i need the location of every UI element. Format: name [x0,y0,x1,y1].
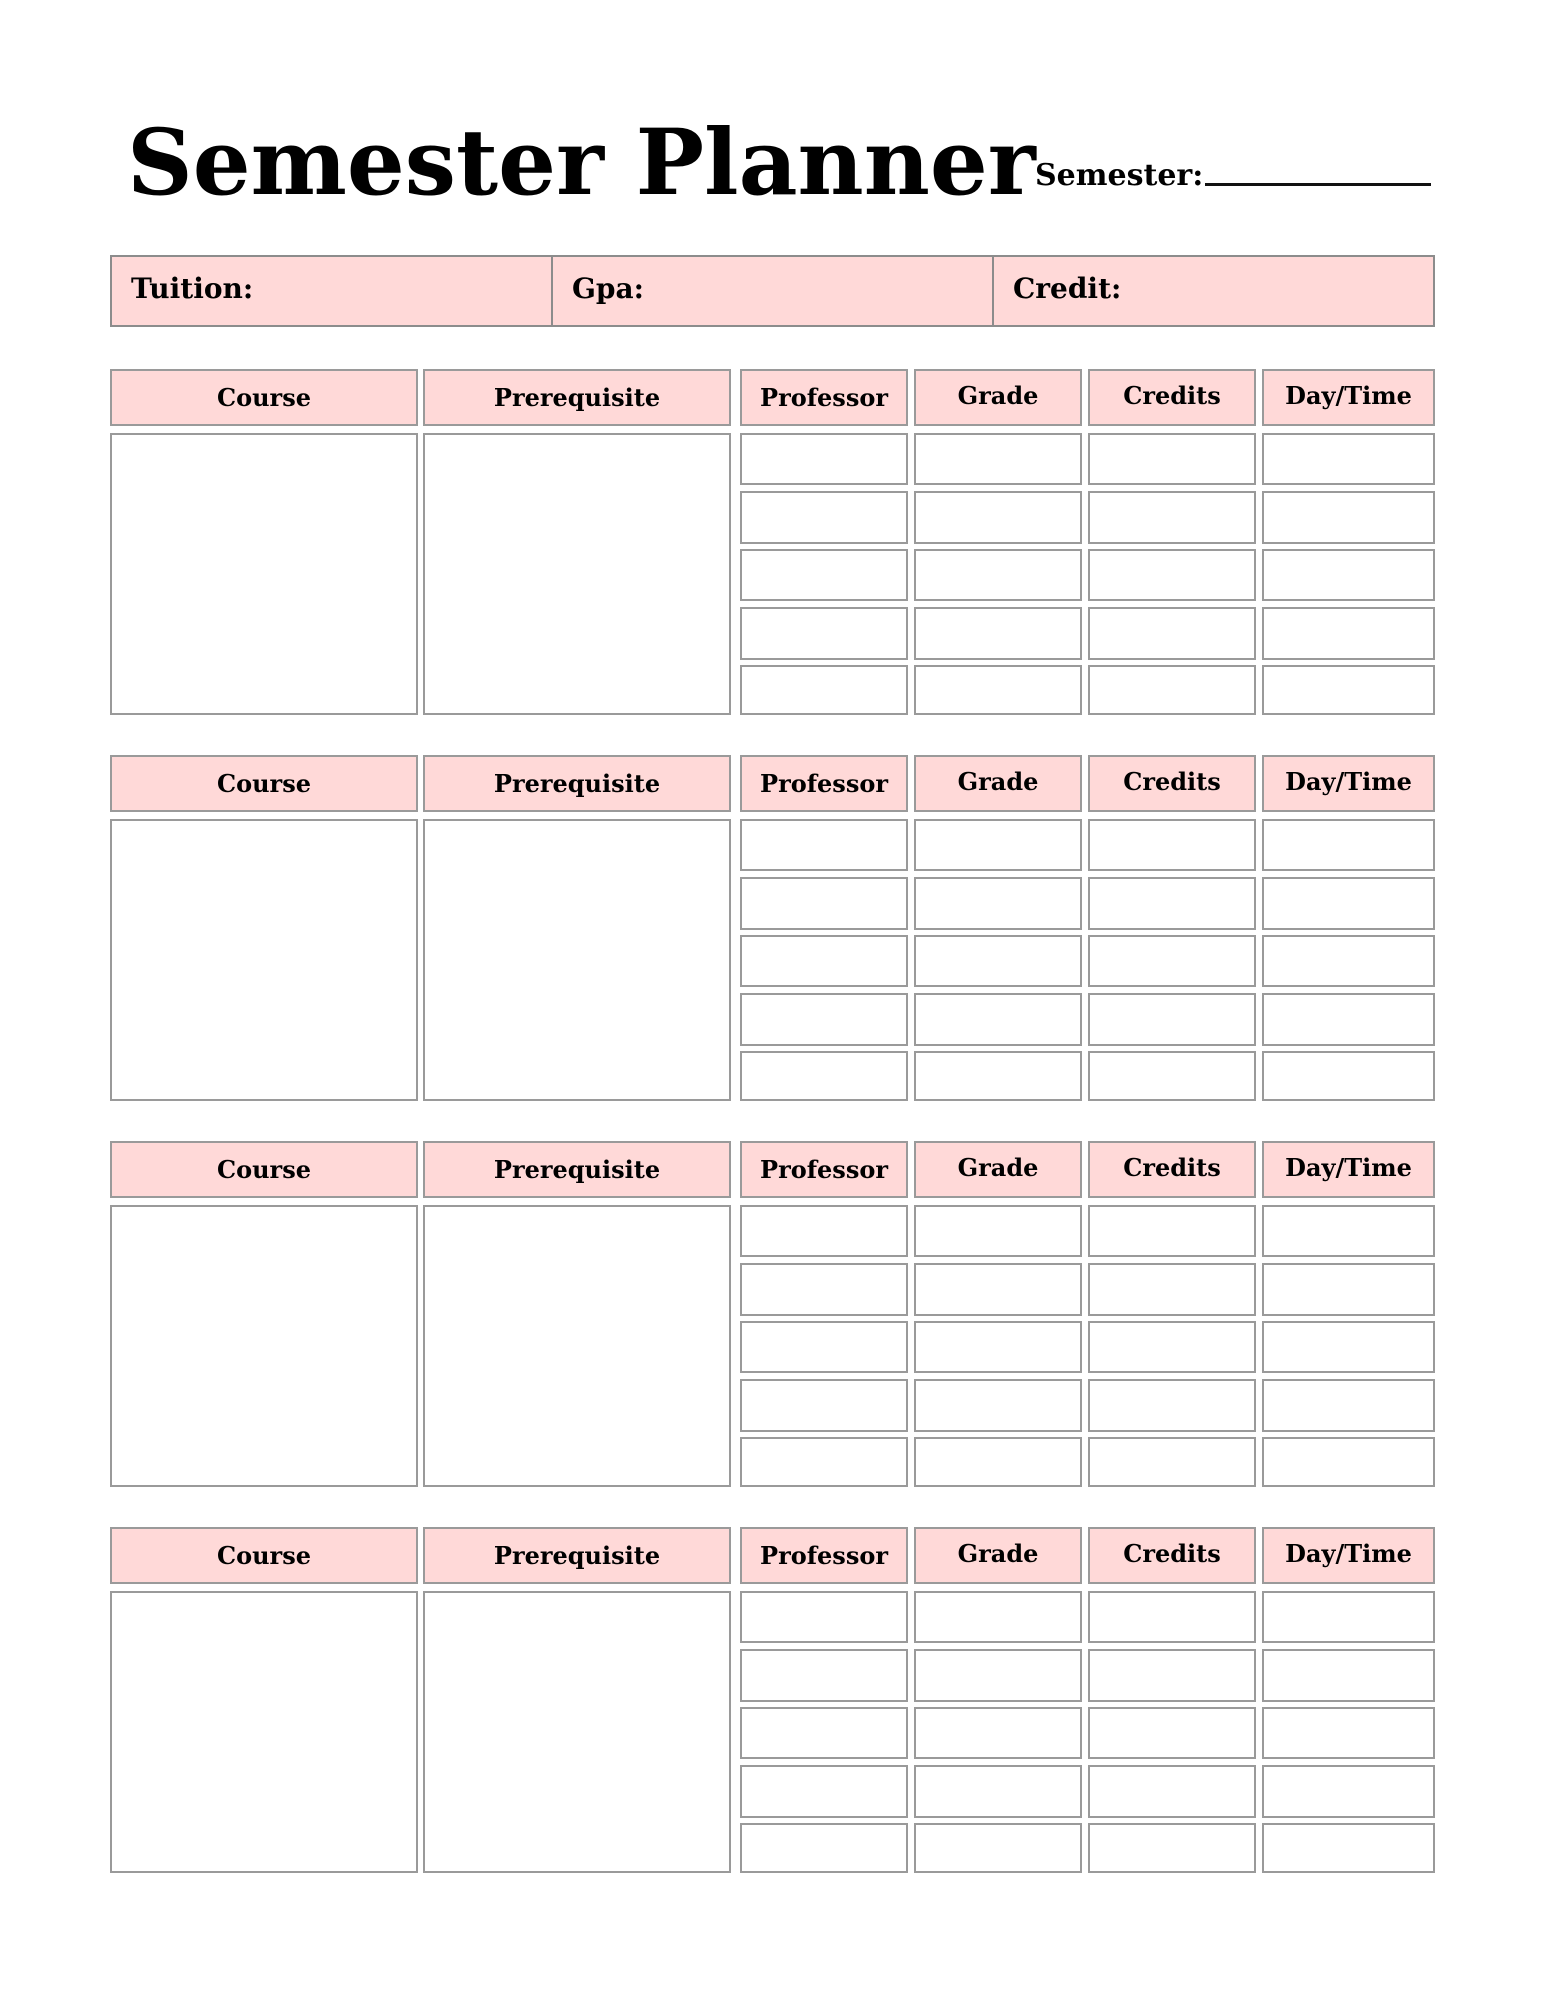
column-header-course: Course [110,1527,418,1584]
column-header-professor: Professor [740,755,908,812]
credits-cell[interactable] [1088,549,1256,601]
day-time-cell[interactable] [1262,1321,1435,1373]
column-header-course: Course [110,755,418,812]
column-header-grade: Grade [914,369,1082,426]
grade-cell[interactable] [914,1437,1082,1487]
prerequisite-cell[interactable] [423,433,731,715]
credits-cell[interactable] [1088,433,1256,485]
day-time-cell[interactable] [1262,1823,1435,1873]
day-time-cell[interactable] [1262,491,1435,544]
grade-cell[interactable] [914,1649,1082,1702]
credits-cell[interactable] [1088,877,1256,930]
semester-field [1035,158,1431,193]
professor-cell[interactable] [740,1379,908,1432]
day-time-cell[interactable] [1262,433,1435,485]
grade-cell[interactable] [914,1321,1082,1373]
day-time-cell[interactable] [1262,1707,1435,1759]
column-header-day-time: Day/Time [1262,755,1435,812]
semester-label: Semester: [1035,158,1204,193]
prerequisite-cell[interactable] [423,1591,731,1873]
credits-cell[interactable] [1088,819,1256,871]
tuition-field[interactable] [112,257,553,325]
credits-cell[interactable] [1088,491,1256,544]
day-time-cell[interactable] [1262,1765,1435,1818]
prerequisite-cell[interactable] [423,819,731,1101]
day-time-cell[interactable] [1262,549,1435,601]
day-time-cell[interactable] [1262,1263,1435,1316]
column-header-professor: Professor [740,1527,908,1584]
gpa-label: Gpa: [572,271,644,305]
grade-cell[interactable] [914,491,1082,544]
professor-cell[interactable] [740,1437,908,1487]
course-cell[interactable] [110,433,418,715]
day-time-cell[interactable] [1262,1051,1435,1101]
column-header-prerequisite: Prerequisite [423,1141,731,1198]
professor-cell[interactable] [740,819,908,871]
column-header-prerequisite: Prerequisite [423,1527,731,1584]
professor-cell[interactable] [740,1205,908,1257]
day-time-cell[interactable] [1262,1379,1435,1432]
credits-cell[interactable] [1088,607,1256,660]
credits-cell[interactable] [1088,993,1256,1046]
grade-cell[interactable] [914,1823,1082,1873]
grade-cell[interactable] [914,877,1082,930]
credits-cell[interactable] [1088,1051,1256,1101]
column-header-professor: Professor [740,369,908,426]
professor-cell[interactable] [740,549,908,601]
column-header-grade: Grade [914,1141,1082,1198]
grade-cell[interactable] [914,1765,1082,1818]
day-time-cell[interactable] [1262,1649,1435,1702]
course-cell[interactable] [110,819,418,1101]
day-time-cell[interactable] [1262,1591,1435,1643]
credits-cell[interactable] [1088,1263,1256,1316]
prerequisite-cell[interactable] [423,1205,731,1487]
day-time-cell[interactable] [1262,877,1435,930]
course-block [110,1527,1435,1873]
grade-cell[interactable] [914,433,1082,485]
professor-cell[interactable] [740,935,908,987]
professor-cell[interactable] [740,1823,908,1873]
credits-cell[interactable] [1088,935,1256,987]
grade-cell[interactable] [914,549,1082,601]
gpa-field[interactable] [553,257,994,325]
grade-cell[interactable] [914,935,1082,987]
column-header-credits: Credits [1088,755,1256,812]
semester-input-line[interactable] [1205,183,1431,186]
credits-cell[interactable] [1088,1379,1256,1432]
grade-cell[interactable] [914,1263,1082,1316]
professor-cell[interactable] [740,877,908,930]
professor-cell[interactable] [740,433,908,485]
course-cell[interactable] [110,1205,418,1487]
professor-cell[interactable] [740,1263,908,1316]
professor-cell[interactable] [740,1707,908,1759]
professor-cell[interactable] [740,665,908,715]
course-block [110,755,1435,1101]
credit-field[interactable] [994,257,1433,325]
grade-cell[interactable] [914,1707,1082,1759]
professor-cell[interactable] [740,491,908,544]
day-time-cell[interactable] [1262,665,1435,715]
column-header-prerequisite: Prerequisite [423,755,731,812]
credits-cell[interactable] [1088,665,1256,715]
course-block [110,1141,1435,1487]
day-time-cell[interactable] [1262,993,1435,1046]
course-cell[interactable] [110,1591,418,1873]
column-header-grade: Grade [914,1527,1082,1584]
credits-cell[interactable] [1088,1321,1256,1373]
credits-cell[interactable] [1088,1649,1256,1702]
credits-cell[interactable] [1088,1707,1256,1759]
column-header-credits: Credits [1088,369,1256,426]
day-time-cell[interactable] [1262,935,1435,987]
grade-cell[interactable] [914,1051,1082,1101]
professor-cell[interactable] [740,1765,908,1818]
credits-cell[interactable] [1088,1437,1256,1487]
column-header-professor: Professor [740,1141,908,1198]
credits-cell[interactable] [1088,1591,1256,1643]
column-header-course: Course [110,369,418,426]
tuition-label: Tuition: [131,271,254,305]
credits-cell[interactable] [1088,1205,1256,1257]
column-header-day-time: Day/Time [1262,1527,1435,1584]
summary-bar [110,255,1435,327]
day-time-cell[interactable] [1262,1205,1435,1257]
grade-cell[interactable] [914,993,1082,1046]
course-block [110,369,1435,715]
credits-cell[interactable] [1088,1823,1256,1873]
grade-cell[interactable] [914,665,1082,715]
credits-cell[interactable] [1088,1765,1256,1818]
grade-cell[interactable] [914,1205,1082,1257]
professor-cell[interactable] [740,1051,908,1101]
column-header-day-time: Day/Time [1262,369,1435,426]
column-header-course: Course [110,1141,418,1198]
column-header-credits: Credits [1088,1141,1256,1198]
day-time-cell[interactable] [1262,819,1435,871]
column-header-credits: Credits [1088,1527,1256,1584]
column-header-grade: Grade [914,755,1082,812]
professor-cell[interactable] [740,1321,908,1373]
grade-cell[interactable] [914,1379,1082,1432]
page-title: Semester Planner [127,110,1036,216]
column-header-prerequisite: Prerequisite [423,369,731,426]
professor-cell[interactable] [740,1649,908,1702]
credit-label: Credit: [1013,271,1122,305]
day-time-cell[interactable] [1262,607,1435,660]
professor-cell[interactable] [740,993,908,1046]
grade-cell[interactable] [914,1591,1082,1643]
professor-cell[interactable] [740,607,908,660]
column-header-day-time: Day/Time [1262,1141,1435,1198]
grade-cell[interactable] [914,607,1082,660]
grade-cell[interactable] [914,819,1082,871]
day-time-cell[interactable] [1262,1437,1435,1487]
professor-cell[interactable] [740,1591,908,1643]
